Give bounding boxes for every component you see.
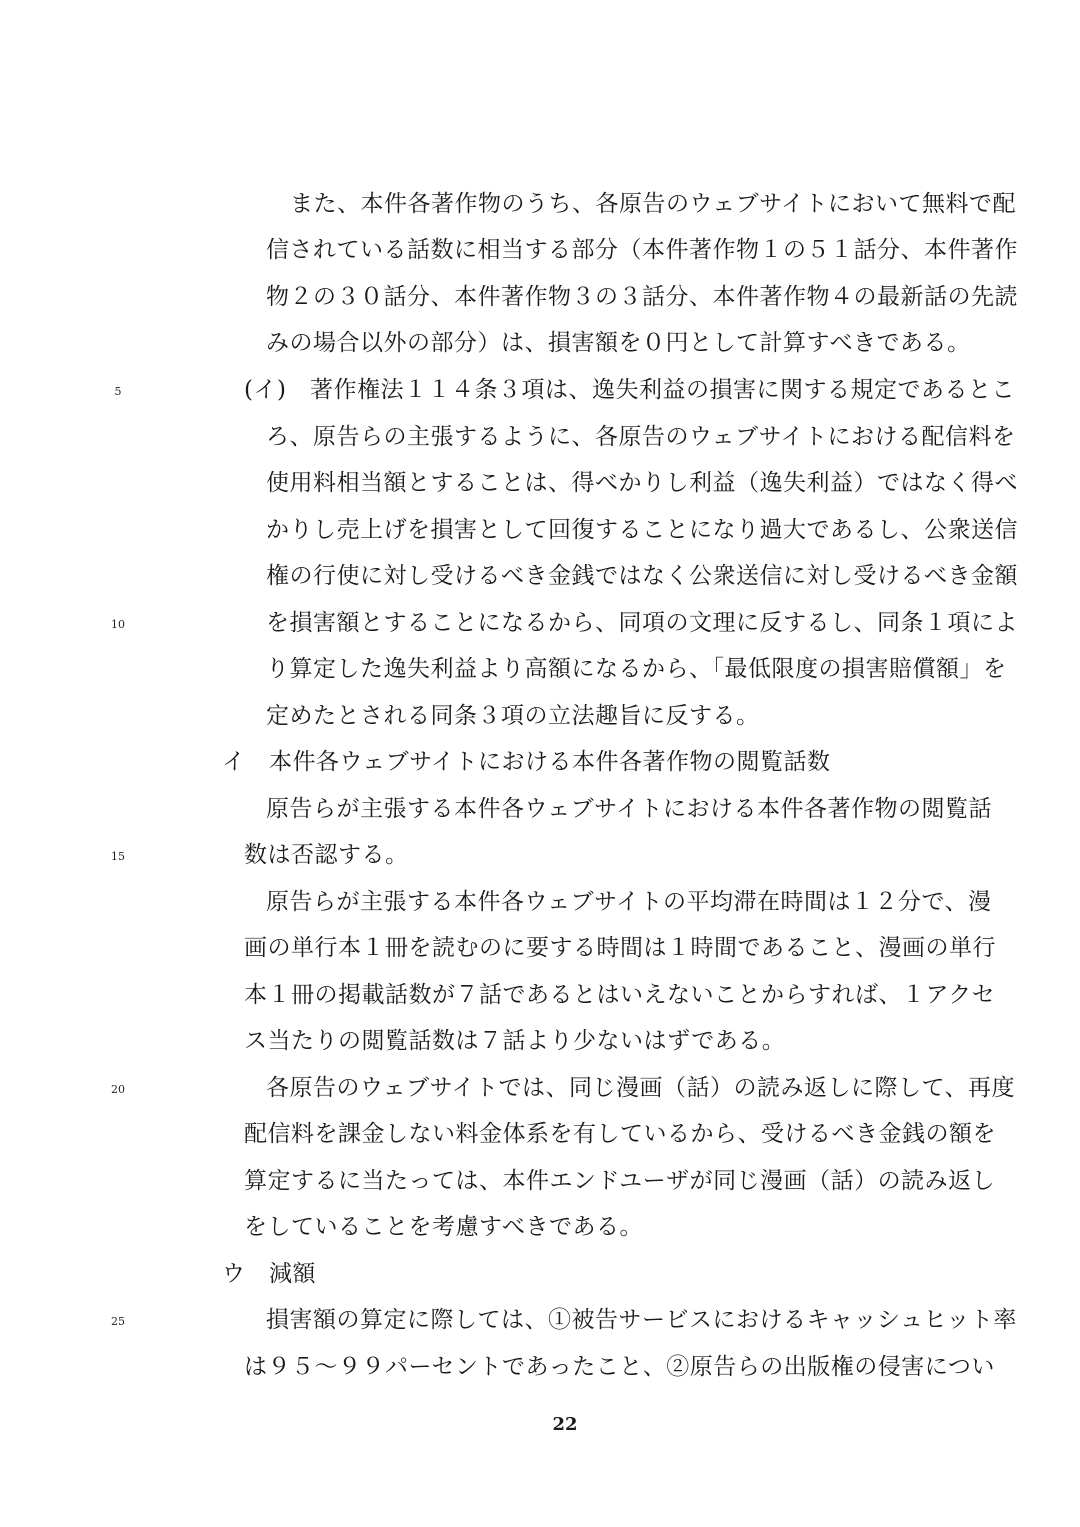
text-line: 画の単行本１冊を読むのに要する時間は１時間であること、漫画の単行 xyxy=(244,935,996,961)
text-line: を損害額とすることになるから、同項の文理に反するし、同条１項によ xyxy=(266,610,1018,636)
text-line: 損害額の算定に際しては、①被告サービスにおけるキャッシュヒット率 xyxy=(266,1307,1017,1333)
text-line: また、本件各著作物のうち、各原告のウェブサイトにおいて無料で配 xyxy=(290,191,1016,217)
text-line: 使用料相当額とすることは、得べかりし利益（逸失利益）ではなく得べ xyxy=(266,470,1018,496)
text-line: かりし売上げを損害として回復することになり過大であるし、公衆送信 xyxy=(266,517,1018,543)
text-line: 権の行使に対し受けるべき金銭ではなく公衆送信に対し受けるべき金額 xyxy=(266,563,1018,589)
text-line: 本１冊の掲載話数が７話であるとはいえないことからすれば、１アクセ xyxy=(244,982,996,1008)
text-line: は９５～９９パーセントであったこと、②原告らの出版権の侵害につい xyxy=(244,1354,995,1380)
text-line: 物２の３０話分、本件著作物３の３話分、本件著作物４の最新話の先読 xyxy=(266,284,1018,310)
text-line: 信されている話数に相当する部分（本件著作物１の５１話分、本件著作 xyxy=(266,237,1018,263)
line-number-10: 10 xyxy=(111,618,125,631)
text-line: 配信料を課金しない料金体系を有しているから、受けるべき金銭の額を xyxy=(244,1121,996,1147)
text-line: みの場合以外の部分）は、損害額を０円として計算すべきである。 xyxy=(266,330,971,356)
section-heading: イ 本件各ウェブサイトにおける本件各著作物の閲覧話数 xyxy=(222,749,831,775)
text-line: 数は否認する。 xyxy=(244,842,409,868)
line-number-5: 5 xyxy=(114,385,122,398)
page-number: 22 xyxy=(552,1414,578,1435)
text-line: ろ、原告らの主張するように、各原告のウェブサイトにおける配信料を xyxy=(266,424,1016,450)
line-number-25: 25 xyxy=(111,1315,125,1328)
text-line: り算定した逸失利益より高額になるから、「最低限度の損害賠償額」を xyxy=(266,656,1007,682)
section-heading: ウ 減額 xyxy=(222,1261,316,1287)
line-number-15: 15 xyxy=(111,850,125,863)
text-line: ス当たりの閲覧話数は７話より少ないはずである。 xyxy=(244,1028,786,1054)
line-number-20: 20 xyxy=(111,1083,125,1096)
text-line: (イ) 著作権法１１４条３項は、逸失利益の損害に関する規定であるとこ xyxy=(244,377,1015,403)
text-line: 各原告のウェブサイトでは、同じ漫画（話）の読み返しに際して、再度 xyxy=(266,1075,1016,1101)
text-line: 定めたとされる同条３項の立法趣旨に反する。 xyxy=(266,703,760,729)
text-line: をしていることを考慮すべきである。 xyxy=(244,1214,644,1240)
text-line: 原告らが主張する本件各ウェブサイトにおける本件各著作物の閲覧話 xyxy=(266,796,992,822)
text-line: 算定するに当たっては、本件エンドユーザが同じ漫画（話）の読み返し xyxy=(244,1168,996,1194)
text-line: 原告らが主張する本件各ウェブサイトの平均滞在時間は１２分で、漫 xyxy=(266,889,992,915)
